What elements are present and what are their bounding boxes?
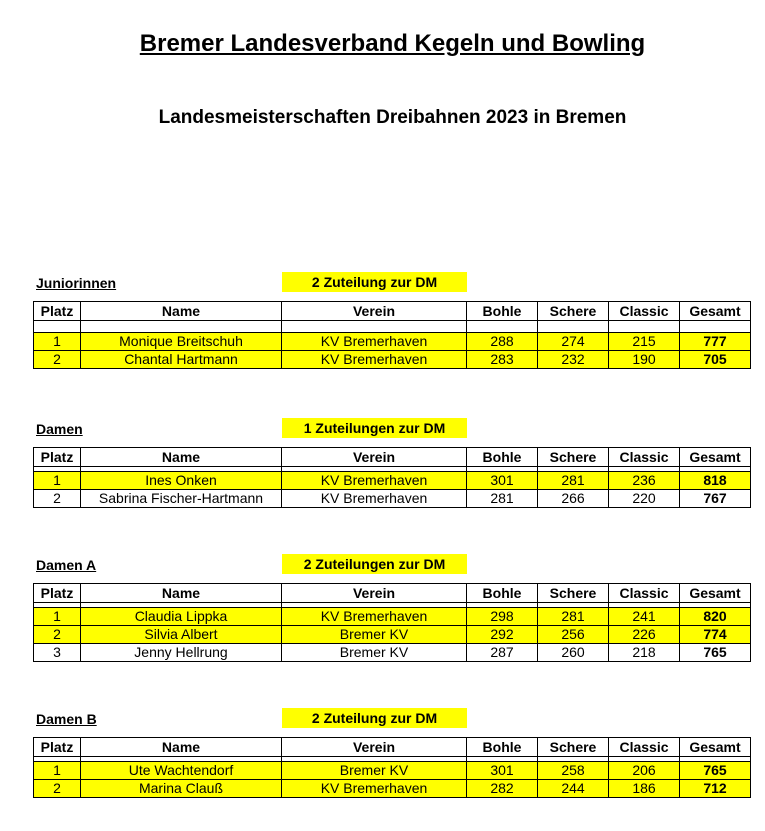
spacer-cell xyxy=(81,321,282,333)
cell-classic: 206 xyxy=(609,762,680,780)
cell-name: Claudia Lippka xyxy=(81,608,282,626)
column-header-verein: Verein xyxy=(282,448,467,467)
spacer-row xyxy=(34,321,751,333)
cell-bohle: 282 xyxy=(467,780,538,798)
column-header-gesamt: Gesamt xyxy=(680,584,751,603)
column-header-verein: Verein xyxy=(282,302,467,321)
cell-platz: 1 xyxy=(34,472,81,490)
table-row xyxy=(34,490,751,508)
cell-verein: Bremer KV xyxy=(282,762,467,780)
column-header-verein: Verein xyxy=(282,738,467,757)
table-header-row xyxy=(34,302,751,321)
cell-schere: 260 xyxy=(538,644,609,662)
cell-bohle: 281 xyxy=(467,490,538,508)
cell-schere: 281 xyxy=(538,608,609,626)
table-row xyxy=(34,780,751,798)
cell-gesamt: 705 xyxy=(680,351,751,369)
cell-gesamt: 767 xyxy=(680,490,751,508)
results-table xyxy=(33,583,751,662)
table-header-row xyxy=(34,738,751,757)
cell-classic: 190 xyxy=(609,351,680,369)
cell-bohle: 287 xyxy=(467,644,538,662)
cell-classic: 220 xyxy=(609,490,680,508)
cell-schere: 274 xyxy=(538,333,609,351)
section-label: Damen A xyxy=(36,557,97,573)
cell-name: Ines Onken xyxy=(81,472,282,490)
results-table xyxy=(33,301,751,369)
cell-schere: 266 xyxy=(538,490,609,508)
cell-schere: 258 xyxy=(538,762,609,780)
cell-classic: 186 xyxy=(609,780,680,798)
table-header-row xyxy=(34,584,751,603)
cell-platz: 2 xyxy=(34,351,81,369)
column-header-schere: Schere xyxy=(538,448,609,467)
cell-name: Chantal Hartmann xyxy=(81,351,282,369)
cell-verein: KV Bremerhaven xyxy=(282,351,467,369)
cell-name: Monique Breitschuh xyxy=(81,333,282,351)
cell-gesamt: 820 xyxy=(680,608,751,626)
table-row xyxy=(34,762,751,780)
cell-platz: 2 xyxy=(34,780,81,798)
column-header-bohle: Bohle xyxy=(467,448,538,467)
spacer-cell xyxy=(538,321,609,333)
cell-platz: 3 xyxy=(34,644,81,662)
spacer-cell xyxy=(34,321,81,333)
column-header-schere: Schere xyxy=(538,738,609,757)
cell-gesamt: 765 xyxy=(680,762,751,780)
page-subtitle: Landesmeisterschaften Dreibahnen 2023 in Bremen xyxy=(158,107,627,128)
cell-bohle: 298 xyxy=(467,608,538,626)
cell-platz: 2 xyxy=(34,490,81,508)
section-label: Damen xyxy=(36,421,83,437)
cell-classic: 241 xyxy=(609,608,680,626)
cell-platz: 2 xyxy=(34,626,81,644)
cell-gesamt: 712 xyxy=(680,780,751,798)
column-header-bohle: Bohle xyxy=(467,738,538,757)
column-header-platz: Platz xyxy=(34,738,81,757)
cell-gesamt: 777 xyxy=(680,333,751,351)
cell-name: Sabrina Fischer-Hartmann xyxy=(81,490,282,508)
cell-verein: KV Bremerhaven xyxy=(282,472,467,490)
table-header-row xyxy=(34,448,751,467)
column-header-gesamt: Gesamt xyxy=(680,738,751,757)
column-header-platz: Platz xyxy=(34,584,81,603)
column-header-verein: Verein xyxy=(282,584,467,603)
cell-verein: Bremer KV xyxy=(282,644,467,662)
cell-verein: KV Bremerhaven xyxy=(282,608,467,626)
column-header-schere: Schere xyxy=(538,584,609,603)
column-header-gesamt: Gesamt xyxy=(680,448,751,467)
cell-verein: Bremer KV xyxy=(282,626,467,644)
column-header-platz: Platz xyxy=(34,302,81,321)
cell-bohle: 288 xyxy=(467,333,538,351)
table-row xyxy=(34,644,751,662)
column-header-name: Name xyxy=(81,448,282,467)
column-header-name: Name xyxy=(81,302,282,321)
cell-bohle: 283 xyxy=(467,351,538,369)
cell-schere: 281 xyxy=(538,472,609,490)
table-row xyxy=(34,472,751,490)
cell-classic: 218 xyxy=(609,644,680,662)
cell-classic: 215 xyxy=(609,333,680,351)
cell-platz: 1 xyxy=(34,333,81,351)
table-row xyxy=(34,333,751,351)
column-header-classic: Classic xyxy=(609,302,680,321)
table-row xyxy=(34,626,751,644)
cell-classic: 226 xyxy=(609,626,680,644)
spacer-cell xyxy=(680,321,751,333)
cell-gesamt: 818 xyxy=(680,472,751,490)
allocation-badge: 1 Zuteilungen zur DM xyxy=(282,418,467,438)
column-header-gesamt: Gesamt xyxy=(680,302,751,321)
column-header-name: Name xyxy=(81,584,282,603)
cell-name: Jenny Hellrung xyxy=(81,644,282,662)
cell-bohle: 301 xyxy=(467,472,538,490)
column-header-bohle: Bohle xyxy=(467,302,538,321)
cell-verein: KV Bremerhaven xyxy=(282,780,467,798)
column-header-classic: Classic xyxy=(609,584,680,603)
column-header-classic: Classic xyxy=(609,448,680,467)
column-header-name: Name xyxy=(81,738,282,757)
cell-name: Marina Clauß xyxy=(81,780,282,798)
spacer-cell xyxy=(282,321,467,333)
spacer-cell xyxy=(467,321,538,333)
cell-platz: 1 xyxy=(34,608,81,626)
column-header-platz: Platz xyxy=(34,448,81,467)
section-label: Juniorinnen xyxy=(36,275,117,291)
column-header-schere: Schere xyxy=(538,302,609,321)
allocation-badge: 2 Zuteilungen zur DM xyxy=(282,554,467,574)
column-header-classic: Classic xyxy=(609,738,680,757)
cell-name: Silvia Albert xyxy=(81,626,282,644)
cell-name: Ute Wachtendorf xyxy=(81,762,282,780)
cell-schere: 256 xyxy=(538,626,609,644)
section-label: Damen B xyxy=(36,711,97,727)
allocation-badge: 2 Zuteilung zur DM xyxy=(282,272,467,292)
cell-classic: 236 xyxy=(609,472,680,490)
page-title: Bremer Landesverband Kegeln und Bowling xyxy=(139,30,646,57)
cell-verein: KV Bremerhaven xyxy=(282,333,467,351)
cell-bohle: 301 xyxy=(467,762,538,780)
table-row xyxy=(34,608,751,626)
cell-verein: KV Bremerhaven xyxy=(282,490,467,508)
results-table xyxy=(33,447,751,508)
cell-schere: 244 xyxy=(538,780,609,798)
cell-gesamt: 765 xyxy=(680,644,751,662)
spacer-cell xyxy=(609,321,680,333)
cell-bohle: 292 xyxy=(467,626,538,644)
allocation-badge: 2 Zuteilung zur DM xyxy=(282,708,467,728)
table-row xyxy=(34,351,751,369)
cell-platz: 1 xyxy=(34,762,81,780)
cell-schere: 232 xyxy=(538,351,609,369)
column-header-bohle: Bohle xyxy=(467,584,538,603)
cell-gesamt: 774 xyxy=(680,626,751,644)
results-table xyxy=(33,737,751,798)
